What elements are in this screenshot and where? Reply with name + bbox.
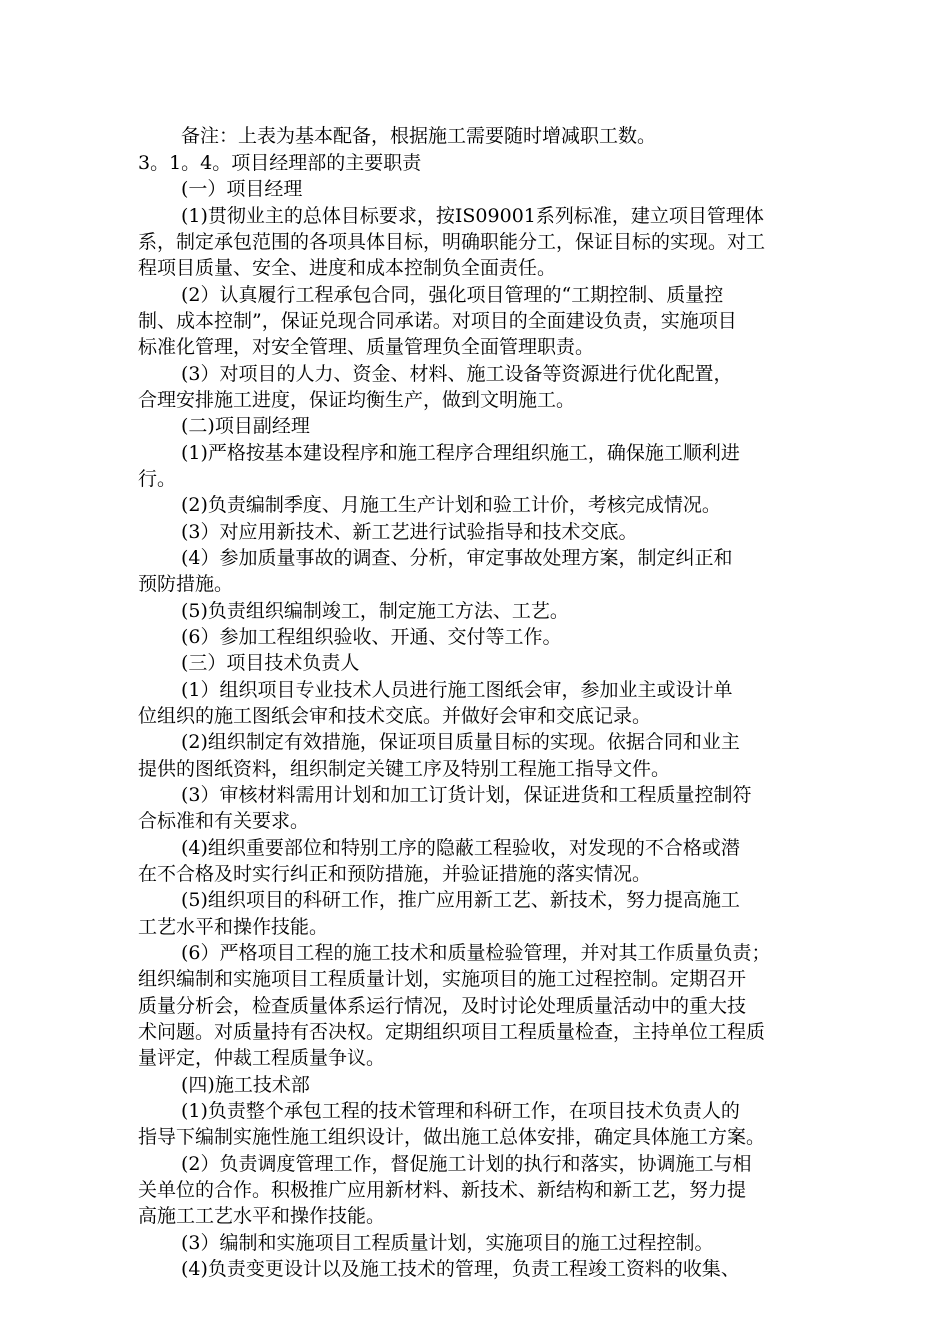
text-line: 位组织的施工图纸会审和技术交底。并做好会审和交底记录。 (138, 705, 652, 727)
text-line: (四)施工技术部 (181, 1074, 310, 1096)
text-line: (4）参加质量事故的调查、分析，审定事故处理方案，制定纠正和 (181, 547, 733, 569)
text-line: (1）组织项目专业技术人员进行施工图纸会审，参加业主或设计单 (181, 679, 733, 701)
text-line: (3）对应用新技术、新工艺进行试验指导和技术交底。 (181, 521, 638, 543)
text-line: (5)负责组织编制竣工，制定施工方法、工艺。 (181, 600, 569, 622)
text-line: 行。 (138, 468, 177, 490)
text-line: 质量分析会，检查质量体系运行情况，及时讨论处理质量活动中的重大技 (138, 995, 747, 1017)
text-line: 指导下编制实施性施工组织设计，做出施工总体安排，确定具体施工方案。 (138, 1126, 766, 1148)
text-line: 术问题。对质量持有否决权。定期组织项目工程质量检查，主持单位工程质 (138, 1021, 766, 1043)
text-line: (1)贯彻业主的总体目标要求，按IS09001系列标准，建立项目管理体 (181, 205, 764, 227)
text-line: 备注：上表为基本配备，根据施工需要随时增减职工数。 (181, 125, 657, 147)
text-line: 预防措施。 (138, 573, 234, 595)
text-line: (3）对项目的人力、资金、材料、施工设备等资源进行优化配置， (181, 363, 733, 385)
text-line: 系，制定承包范围的各项具体目标，明确职能分工，保证目标的实现。对工 (138, 231, 766, 253)
text-line: (1)负责整个承包工程的技术管理和科研工作，在项目技术负责人的 (181, 1100, 740, 1122)
text-line: (2)组织制定有效措施，保证项目质量目标的实现。依据合同和业主 (181, 731, 740, 753)
text-line: 量评定，仲裁工程质量争议。 (138, 1047, 386, 1069)
text-line: 合标准和有关要求。 (138, 810, 310, 832)
text-line: (2）认真履行工程承包合同，强化项目管理的“工期控制、质量控 (181, 284, 724, 306)
text-line: (2）负责调度管理工作，督促施工计划的执行和落实，协调施工与相 (181, 1153, 752, 1175)
text-line: (二)项目副经理 (181, 415, 310, 437)
text-line: 关单位的合作。积极推广应用新材料、新技术、新结构和新工艺，努力提 (138, 1179, 747, 1201)
text-line: 标准化管理，对安全管理、质量管理负全面管理职责。 (138, 336, 595, 358)
text-line: (1)严格按基本建设程序和施工程序合理组织施工，确保施工顺利进 (181, 442, 740, 464)
text-line: 在不合格及时实行纠正和预防措施，并验证措施的落实情况。 (138, 863, 652, 885)
text-line: (2)负责编制季度、月施工生产计划和验工计价，考核完成情况。 (181, 494, 721, 516)
text-line: 合理安排施工进度，保证均衡生产，做到文明施工。 (138, 389, 576, 411)
text-line: 制、成本控制”，保证兑现合同承诺。对项目的全面建设负责，实施项目 (138, 310, 737, 332)
text-line: (3）审核材料需用计划和加工订货计划，保证进货和工程质量控制符 (181, 784, 752, 806)
text-line: (三）项目技术负责人 (181, 652, 360, 674)
text-line: (3）编制和实施项目工程质量计划，实施项目的施工过程控制。 (181, 1232, 714, 1254)
text-line: (一）项目经理 (181, 178, 303, 200)
text-line: (4)组织重要部位和特别工序的隐蔽工程验收，对发现的不合格或潜 (181, 837, 740, 859)
text-line: (5)组织项目的科研工作，推广应用新工艺、新技术，努力提高施工 (181, 889, 740, 911)
text-line: 提供的图纸资料，组织制定关键工序及特别工程施工指导文件。 (138, 758, 671, 780)
text-line: (6）参加工程组织验收、开通、交付等工作。 (181, 626, 562, 648)
text-line: (4)负责变更设计以及施工技术的管理，负责工程竣工资料的收集、 (181, 1258, 740, 1280)
text-line: 工艺水平和操作技能。 (138, 916, 329, 938)
text-line: 3。1。4。项目经理部的主要职责 (138, 152, 422, 174)
text-line: 高施工工艺水平和操作技能。 (138, 1205, 386, 1227)
text-line: 组织编制和实施项目工程质量计划，实施项目的施工过程控制。定期召开 (138, 968, 747, 990)
text-line: 程项目质量、安全、进度和成本控制负全面责任。 (138, 257, 557, 279)
text-line: (6）严格项目工程的施工技术和质量检验管理，并对其工作质量负责； (181, 942, 771, 964)
